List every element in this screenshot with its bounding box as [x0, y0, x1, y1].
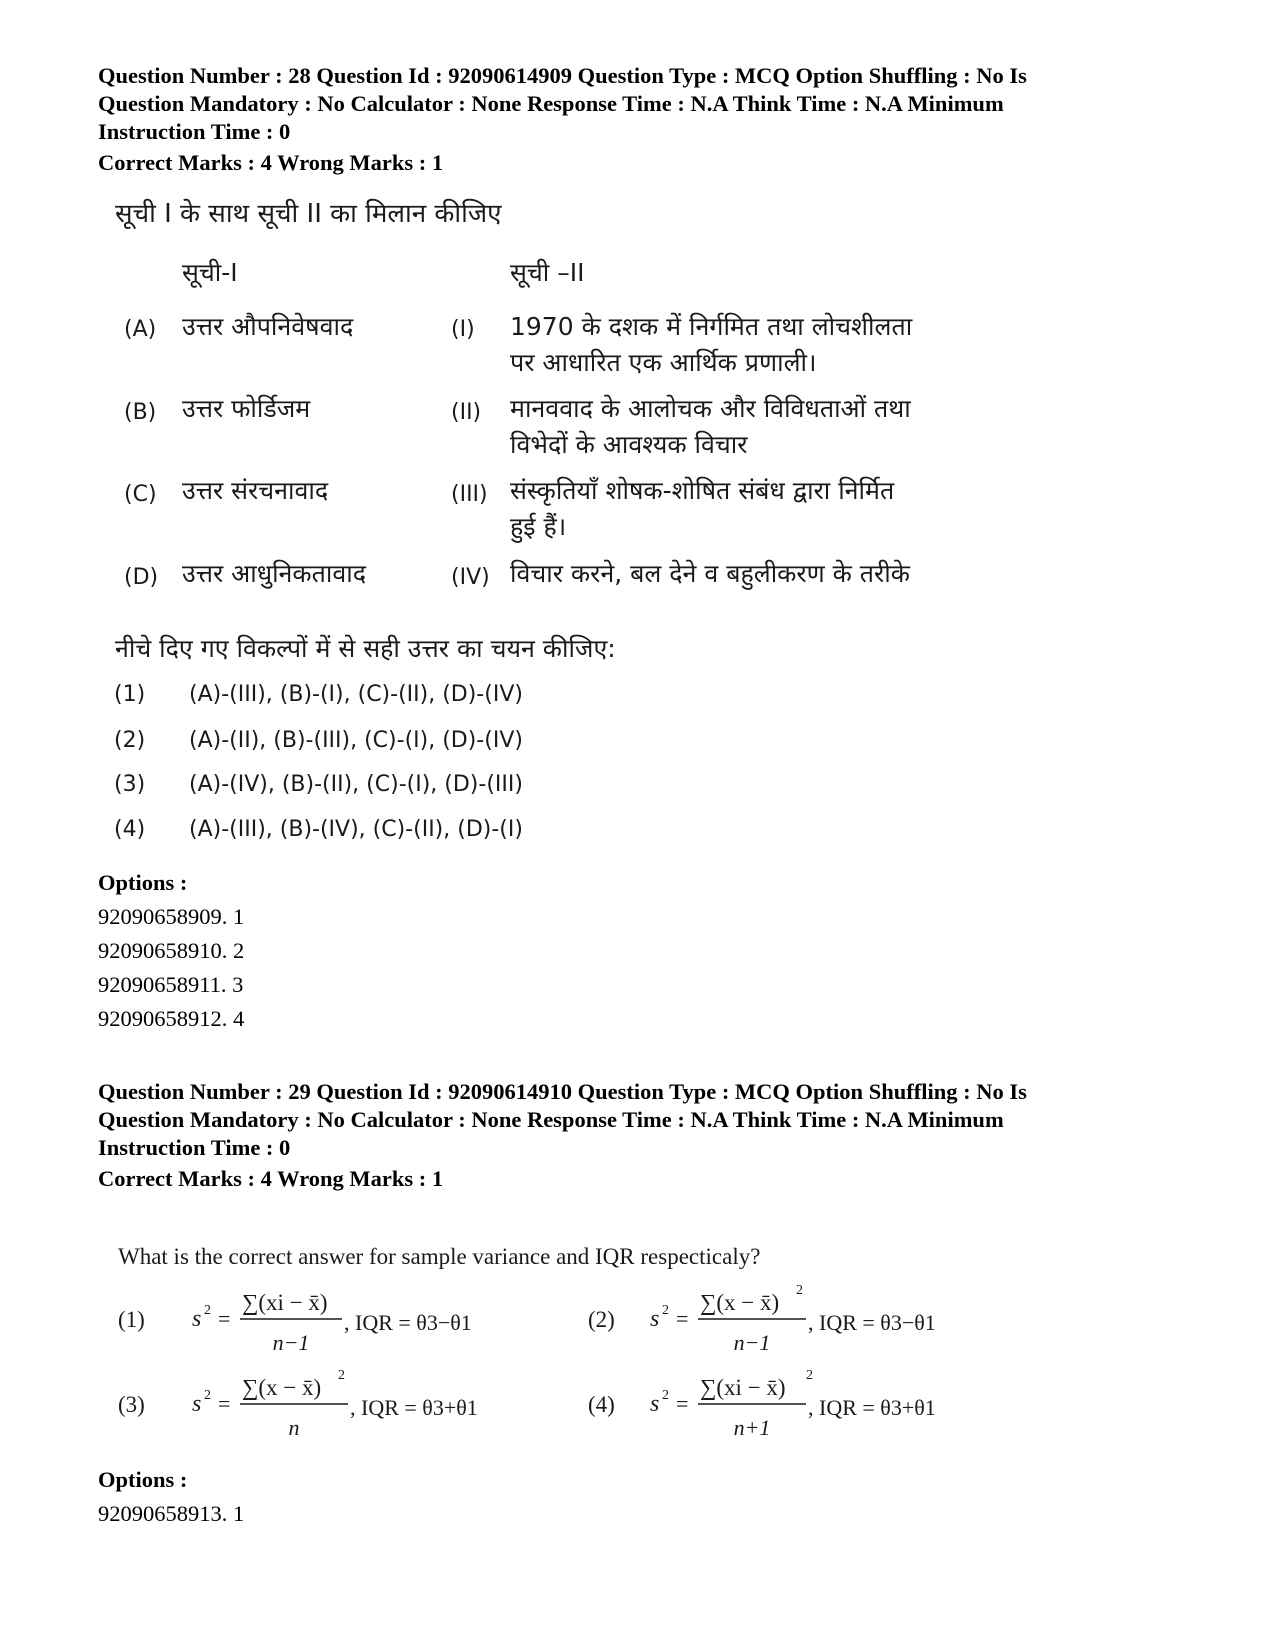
q28-options-title: Options : [98, 870, 188, 895]
formula-3-lhs: s [192, 1391, 202, 1417]
row-a-label: (A) [124, 317, 157, 342]
q28-option-2: 92090658910. 2 [98, 938, 245, 963]
q29-meta [98, 1078, 1198, 1162]
choice-2-text: (A)-(II), (B)-(III), (C)-(I), (D)-(IV) [189, 728, 523, 753]
row-c-item: उत्तर संरचनावाद [182, 476, 329, 505]
list2-header: सूची –II [510, 258, 585, 287]
formula-2-lhs: s [650, 1306, 660, 1332]
formula-4-num: (4) [588, 1392, 615, 1417]
choice-4-num: (4) [114, 817, 146, 842]
row-d-desc1: विचार करने, बल देने व बहुलीकरण के तरीके [510, 559, 910, 588]
q28-meta [98, 62, 1198, 146]
row-b-num: (II) [451, 400, 482, 425]
q28-meta-line2: Question Mandatory : No Calculator : None Response Time : N.A Think Time : N.A Minimum [98, 91, 1004, 116]
formula-2-iqr: , IQR = θ3−θ1 [808, 1310, 936, 1335]
q29-option-1: 92090658913. 1 [98, 1501, 245, 1526]
formula-2 [648, 1278, 1028, 1368]
row-b-label: (B) [124, 400, 157, 425]
svg-text:=: = [218, 1306, 231, 1331]
q29-meta-line1: Question Number : 29 Question Id : 92090614910 Question Type : MCQ Option Shuffling : No Is [98, 1079, 1027, 1104]
formula-1-iqr: , IQR = θ3−θ1 [344, 1310, 472, 1335]
q29-meta-line3: Instruction Time : 0 [98, 1135, 291, 1160]
formula-4-exp-s: 2 [662, 1388, 669, 1403]
row-c-num: (III) [451, 482, 488, 507]
q28-option-1: 92090658909. 1 [98, 904, 245, 929]
formula-3-exp-num: 2 [338, 1368, 345, 1383]
row-c-desc2: हुई हैं। [510, 512, 567, 541]
choice-3-num: (3) [114, 772, 146, 797]
choice-1-text: (A)-(III), (B)-(I), (C)-(II), (D)-(IV) [189, 682, 523, 707]
formula-4-lhs: s [650, 1391, 660, 1417]
q28-meta-line1: Question Number : 28 Question Id : 92090614909 Question Type : MCQ Option Shuffling : No Is [98, 63, 1027, 88]
formula-3-exp-s: 2 [204, 1388, 211, 1403]
formula-1-numerator: ∑(xi − x̄) [242, 1290, 328, 1315]
q29-question: What is the correct answer for sample variance and IQR respecticaly? [118, 1244, 761, 1269]
choice-1-num: (1) [114, 682, 146, 707]
svg-text:=: = [676, 1391, 689, 1416]
formula-1-exp: 2 [204, 1303, 211, 1318]
row-a-num: (I) [451, 317, 475, 342]
row-b-item: उत्तर फोर्डिजम [182, 394, 311, 423]
row-b-desc2: विभेदों के आवश्यक विचार [510, 430, 748, 459]
q28-option-4: 92090658912. 4 [98, 1006, 245, 1031]
formula-3-num: (3) [118, 1392, 145, 1417]
svg-text:=: = [676, 1306, 689, 1331]
formula-4-exp-num: 2 [806, 1368, 813, 1383]
q28-choose-text: नीचे दिए गए विकल्पों में से सही उत्तर का चयन कीजिए: [115, 634, 616, 663]
formula-2-exp-num: 2 [796, 1283, 803, 1298]
choice-2-num: (2) [114, 728, 146, 753]
row-c-desc1: संस्कृतियाँ शोषक-शोषित संबंध द्वारा निर्मित [510, 476, 895, 505]
q28-option-3: 92090658911. 3 [98, 972, 244, 997]
row-c-label: (C) [124, 482, 157, 507]
row-a-desc2: पर आधारित एक आर्थिक प्रणाली। [510, 348, 817, 377]
formula-2-numerator: ∑(x − x̄) [700, 1290, 780, 1315]
q28-instruction: सूची I के साथ सूची II का मिलान कीजिए [115, 199, 502, 229]
formula-2-denominator: n−1 [733, 1330, 771, 1355]
q29-marks: Correct Marks : 4 Wrong Marks : 1 [98, 1166, 444, 1191]
svg-text:=: = [218, 1391, 231, 1416]
list1-header: सूची-I [182, 258, 238, 287]
formula-1 [190, 1278, 570, 1368]
formula-4-numerator: ∑(xi − x̄) [700, 1375, 786, 1400]
row-a-desc1: 1970 के दशक में निर्गमित तथा लोचशीलता [510, 312, 913, 341]
row-d-label: (D) [124, 565, 159, 590]
choice-3-text: (A)-(IV), (B)-(II), (C)-(I), (D)-(III) [189, 772, 523, 797]
q29-options-title: Options : [98, 1467, 188, 1492]
formula-1-num: (1) [118, 1307, 145, 1332]
formula-4-denominator: n+1 [733, 1415, 771, 1440]
formula-3 [190, 1363, 570, 1453]
q28-meta-line3: Instruction Time : 0 [98, 119, 291, 144]
formula-3-denominator: n [288, 1415, 300, 1440]
row-a-item: उत्तर औपनिवेषवाद [182, 312, 354, 341]
choice-4-text: (A)-(III), (B)-(IV), (C)-(II), (D)-(I) [189, 817, 523, 842]
q28-marks: Correct Marks : 4 Wrong Marks : 1 [98, 150, 444, 175]
formula-3-numerator: ∑(x − x̄) [242, 1375, 322, 1400]
row-b-desc1: मानववाद के आलोचक और विविधताओं तथा [510, 394, 911, 423]
formula-2-exp-s: 2 [662, 1303, 669, 1318]
formula-1-lhs: s [192, 1306, 202, 1332]
formula-4 [648, 1363, 1028, 1453]
row-d-num: (IV) [451, 565, 490, 590]
q29-meta-line2: Question Mandatory : No Calculator : None Response Time : N.A Think Time : N.A Minimum [98, 1107, 1004, 1132]
formula-4-iqr: , IQR = θ3+θ1 [808, 1395, 936, 1420]
formula-3-iqr: , IQR = θ3+θ1 [350, 1395, 478, 1420]
formula-1-denominator: n−1 [272, 1330, 310, 1355]
formula-2-num: (2) [588, 1307, 615, 1332]
row-d-item: उत्तर आधुनिकतावाद [182, 559, 366, 588]
